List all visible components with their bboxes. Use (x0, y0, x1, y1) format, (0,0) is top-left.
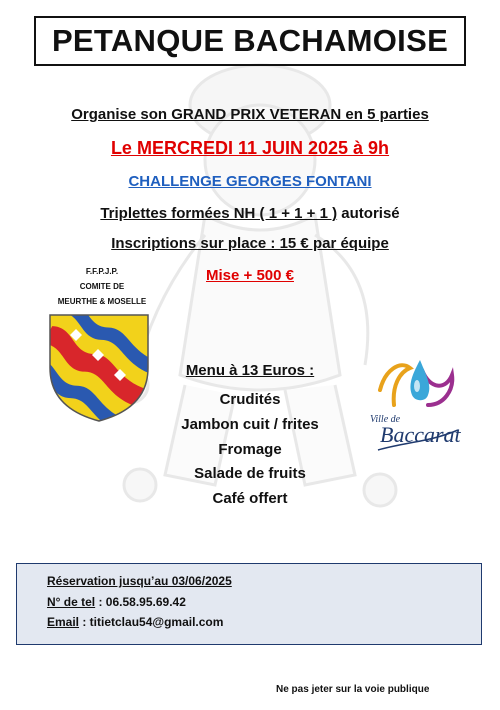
event-triplettes: Triplettes formées NH ( 1 + 1 + 1 ) autorisé (100, 205, 400, 222)
committee-line-3: MEURTHE & MOSELLE (57, 297, 147, 306)
event-challenge: CHALLENGE GEORGES FONTANI (128, 173, 372, 190)
logo-line-1: Ville de (370, 414, 401, 425)
footer-note: Ne pas jeter sur la voie publique (276, 684, 430, 695)
logo-line-2: Baccarat (380, 422, 461, 447)
event-organise: Organise son GRAND PRIX VETERAN en 5 parties (71, 106, 429, 123)
event-inscriptions: Inscriptions sur place : 15 € par équipe (111, 235, 389, 252)
event-date: Le MERCREDI 11 JUIN 2025 à 9h (110, 138, 390, 158)
page-title: PETANQUE BACHAMOISE (34, 16, 466, 66)
meurthe-et-moselle-crest-icon (48, 313, 150, 423)
menu-item: Fromage (218, 441, 282, 458)
menu-item: Café offert (212, 490, 288, 507)
menu-item: Salade de fruits (194, 465, 306, 482)
menu-item: Crudités (219, 391, 281, 408)
event-mise: Mise + 500 € (206, 267, 294, 284)
committee-line-2: COMITE DE (79, 282, 125, 291)
menu-title: Menu à 13 Euros : (185, 362, 315, 379)
reservation-phone: N° de tel : 06.58.95.69.42 (47, 595, 186, 609)
ville-de-baccarat-logo (360, 350, 470, 460)
reservation-deadline: Réservation jusqu’au 03/06/2025 (47, 574, 232, 588)
reservation-box (16, 563, 482, 645)
reservation-email: Email : titietclau54@gmail.com (47, 615, 224, 629)
committee-line-1: F.F.P.J.P. (85, 267, 119, 276)
menu-item: Jambon cuit / frites (181, 416, 319, 433)
